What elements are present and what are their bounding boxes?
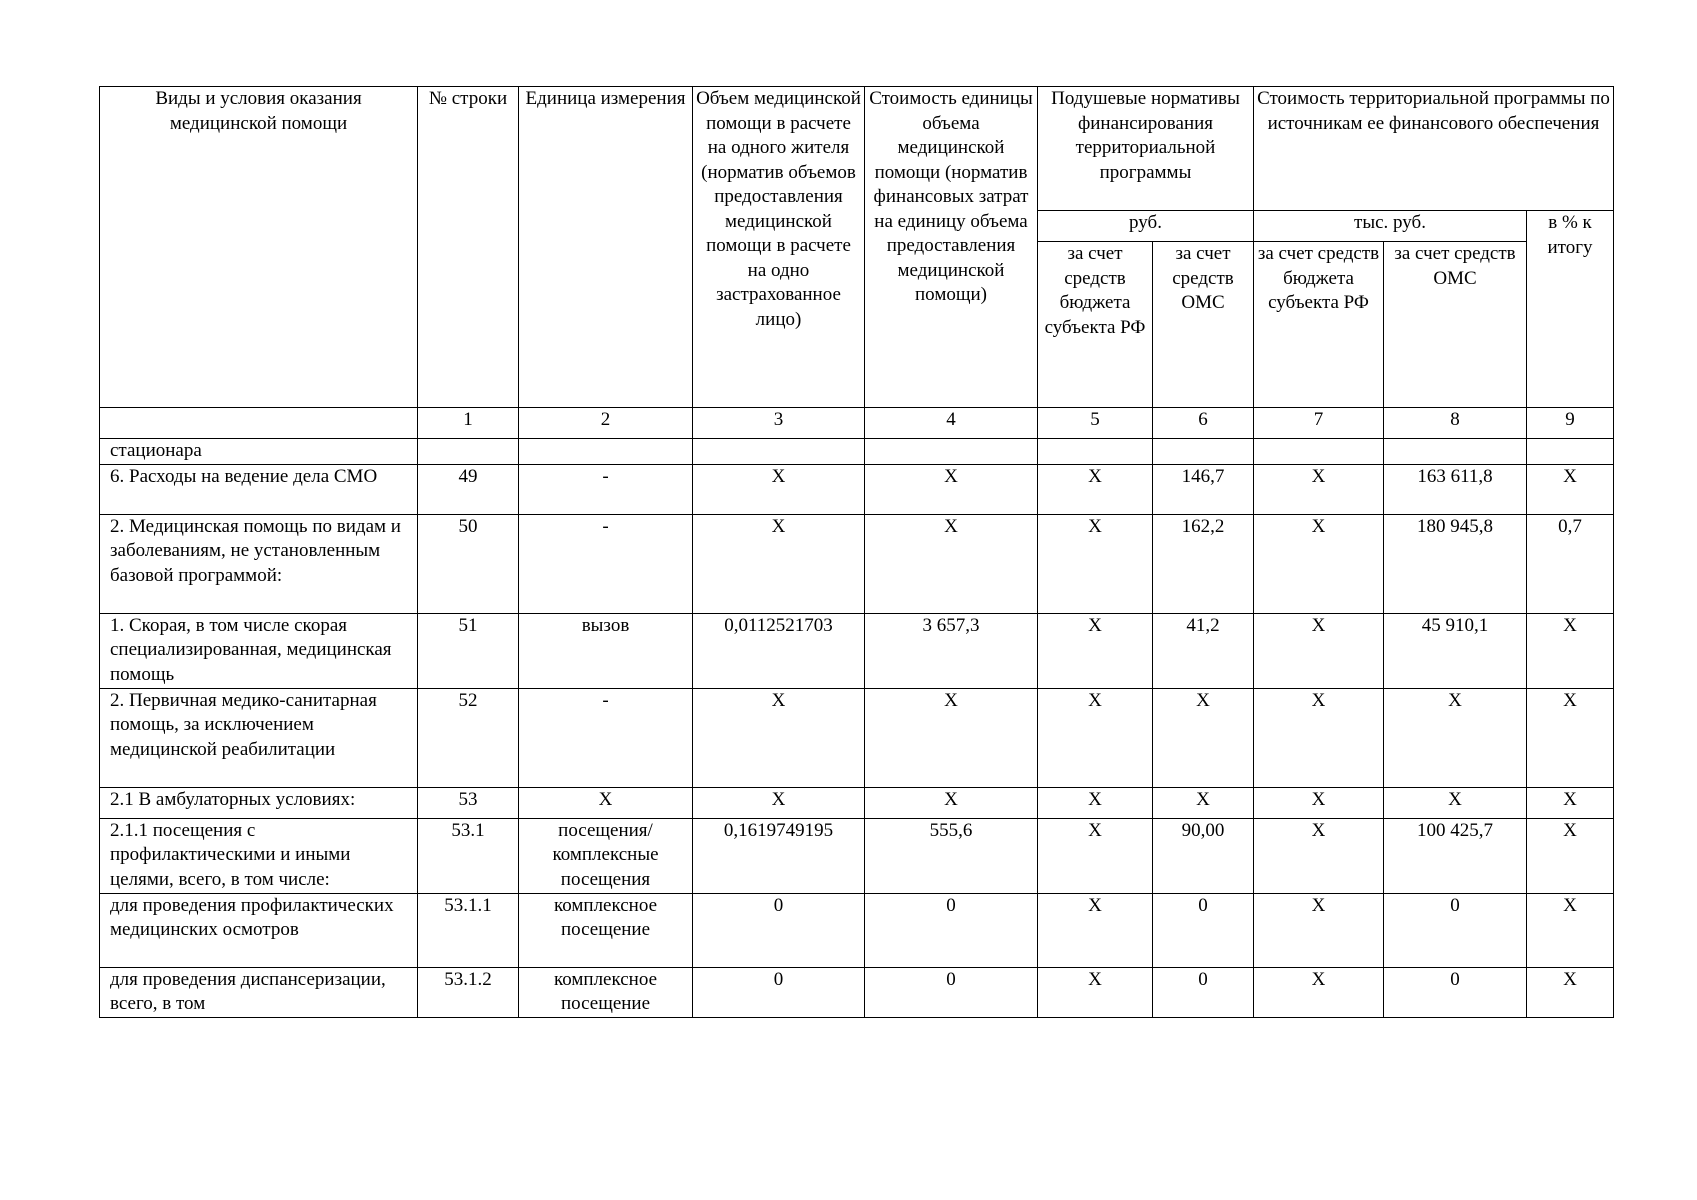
row-number: 53 [418,787,519,818]
row-unit: комплексное посещение [519,893,693,967]
header-volume: Объем медицинской помощи в расчете на одного жителя (норматив объемов предоставления медицинской помощи в расчете на одно застрахованное лицо) [693,87,865,408]
header-budget-rub: за счет средств бюджета субъекта РФ [1038,242,1153,408]
cell-budget-rub: Х [1038,514,1153,613]
cell-oms-rub: Х [1153,787,1254,818]
cell-percent: Х [1527,787,1614,818]
header-oms-rub: за счет средств ОМС [1153,242,1254,408]
cell-oms-rub: Х [1153,688,1254,787]
cell-volume: 0 [693,967,865,1017]
header-kind: Виды и условия оказания медицинской помощи [100,87,418,408]
header-unit: Единица измерения [519,87,693,408]
cell-percent: Х [1527,688,1614,787]
cell-budget-thousand [1254,439,1384,465]
cell-oms-thousand: 180 945,8 [1384,514,1527,613]
row-name: для проведения профилактических медицинских осмотров [100,893,418,967]
row-name: 6. Расходы на ведение дела СМО [100,464,418,514]
row-unit: посещения/ комплексные посещения [519,818,693,893]
header-unit-cost: Стоимость единицы объема медицинской помощи (норматив финансовых затрат на единицу объема предоставления медицинской помощи) [865,87,1038,408]
table-row [100,464,1614,514]
cell-budget-rub: Х [1038,688,1153,787]
cell-oms-thousand: 0 [1384,967,1527,1017]
row-unit: - [519,688,693,787]
cell-unit-cost: 555,6 [865,818,1038,893]
cell-volume [693,439,865,465]
cell-unit-cost: 0 [865,893,1038,967]
cell-budget-thousand: Х [1254,514,1384,613]
cell-volume: 0 [693,893,865,967]
cell-volume: Х [693,787,865,818]
cell-budget-thousand: Х [1254,818,1384,893]
table-row [100,613,1614,688]
row-number: 50 [418,514,519,613]
cell-budget-thousand: Х [1254,688,1384,787]
cell-oms-rub: 41,2 [1153,613,1254,688]
cell-unit-cost [865,439,1038,465]
cell-oms-rub: 162,2 [1153,514,1254,613]
cell-oms-thousand: 163 611,8 [1384,464,1527,514]
cell-percent [1527,439,1614,465]
cell-volume: Х [693,464,865,514]
row-number: 53.1.1 [418,893,519,967]
cell-oms-thousand: Х [1384,787,1527,818]
cell-oms-rub: 0 [1153,893,1254,967]
column-number: 4 [865,408,1038,439]
table-row [100,514,1614,613]
cell-oms-thousand: Х [1384,688,1527,787]
cell-volume: 0,1619749195 [693,818,865,893]
cell-budget-rub: Х [1038,787,1153,818]
cell-budget-rub: Х [1038,967,1153,1017]
table-row [100,893,1614,967]
cell-volume: Х [693,688,865,787]
cell-budget-thousand: Х [1254,967,1384,1017]
row-name: стационара [100,439,418,465]
header-rub: руб. [1038,211,1254,242]
row-name: 2. Первичная медико-санитарная помощь, за исключением медицинской реабилитации [100,688,418,787]
cell-budget-rub: Х [1038,613,1153,688]
cell-oms-rub: 146,7 [1153,464,1254,514]
cell-percent: Х [1527,967,1614,1017]
financing-table [99,86,1614,1018]
column-number-blank [100,408,418,439]
column-number: 9 [1527,408,1614,439]
column-number: 1 [418,408,519,439]
column-numbers-row [100,408,1614,439]
row-number: 53.1 [418,818,519,893]
table-row [100,439,1614,465]
row-number: 49 [418,464,519,514]
row-unit: комплексное посещение [519,967,693,1017]
table-row [100,967,1614,1017]
table-row [100,688,1614,787]
cell-oms-rub: 0 [1153,967,1254,1017]
cell-unit-cost: 3 657,3 [865,613,1038,688]
cell-budget-rub: Х [1038,893,1153,967]
cell-budget-thousand: Х [1254,787,1384,818]
column-number: 5 [1038,408,1153,439]
header-budget-thousand: за счет средств бюджета субъекта РФ [1254,242,1384,408]
cell-oms-rub [1153,439,1254,465]
cell-unit-cost: Х [865,787,1038,818]
header-program-cost: Стоимость территориальной программы по источникам ее финансового обеспечения [1254,87,1614,211]
column-number: 3 [693,408,865,439]
cell-unit-cost: Х [865,688,1038,787]
header-percent-of-total: в % к итогу [1527,211,1614,408]
row-number: 52 [418,688,519,787]
row-unit: - [519,464,693,514]
header-oms-thousand: за счет средств ОМС [1384,242,1527,408]
cell-unit-cost: Х [865,464,1038,514]
cell-budget-rub: Х [1038,818,1153,893]
cell-oms-thousand: 45 910,1 [1384,613,1527,688]
cell-oms-thousand [1384,439,1527,465]
cell-percent: 0,7 [1527,514,1614,613]
row-number: 51 [418,613,519,688]
row-name: 1. Скорая, в том числе скорая специализированная, медицинская помощь [100,613,418,688]
cell-volume: Х [693,514,865,613]
cell-budget-rub [1038,439,1153,465]
column-number: 2 [519,408,693,439]
row-name: 2. Медицинская помощь по видам и заболеваниям, не установленным базовой программой: [100,514,418,613]
cell-percent: Х [1527,893,1614,967]
cell-budget-thousand: Х [1254,893,1384,967]
row-number: 53.1.2 [418,967,519,1017]
row-unit: - [519,514,693,613]
column-number: 7 [1254,408,1384,439]
cell-percent: Х [1527,818,1614,893]
cell-budget-thousand: Х [1254,464,1384,514]
cell-oms-thousand: 100 425,7 [1384,818,1527,893]
cell-percent: Х [1527,464,1614,514]
header-thousand-rub: тыс. руб. [1254,211,1527,242]
row-unit: Х [519,787,693,818]
cell-budget-thousand: Х [1254,613,1384,688]
row-number [418,439,519,465]
cell-volume: 0,0112521703 [693,613,865,688]
row-name: для проведения диспансеризации, всего, в том [100,967,418,1017]
column-number: 8 [1384,408,1527,439]
cell-unit-cost: Х [865,514,1038,613]
cell-oms-thousand: 0 [1384,893,1527,967]
row-name: 2.1.1 посещения с профилактическими и иными целями, всего, в том числе: [100,818,418,893]
row-name: 2.1 В амбулаторных условиях: [100,787,418,818]
table-row [100,787,1614,818]
cell-budget-rub: Х [1038,464,1153,514]
cell-percent: Х [1527,613,1614,688]
column-number: 6 [1153,408,1254,439]
row-unit [519,439,693,465]
row-unit: вызов [519,613,693,688]
header-per-capita: Подушевые нормативы финансирования территориальной программы [1038,87,1254,211]
header-row-number: № строки [418,87,519,408]
cell-unit-cost: 0 [865,967,1038,1017]
table-row [100,818,1614,893]
cell-oms-rub: 90,00 [1153,818,1254,893]
